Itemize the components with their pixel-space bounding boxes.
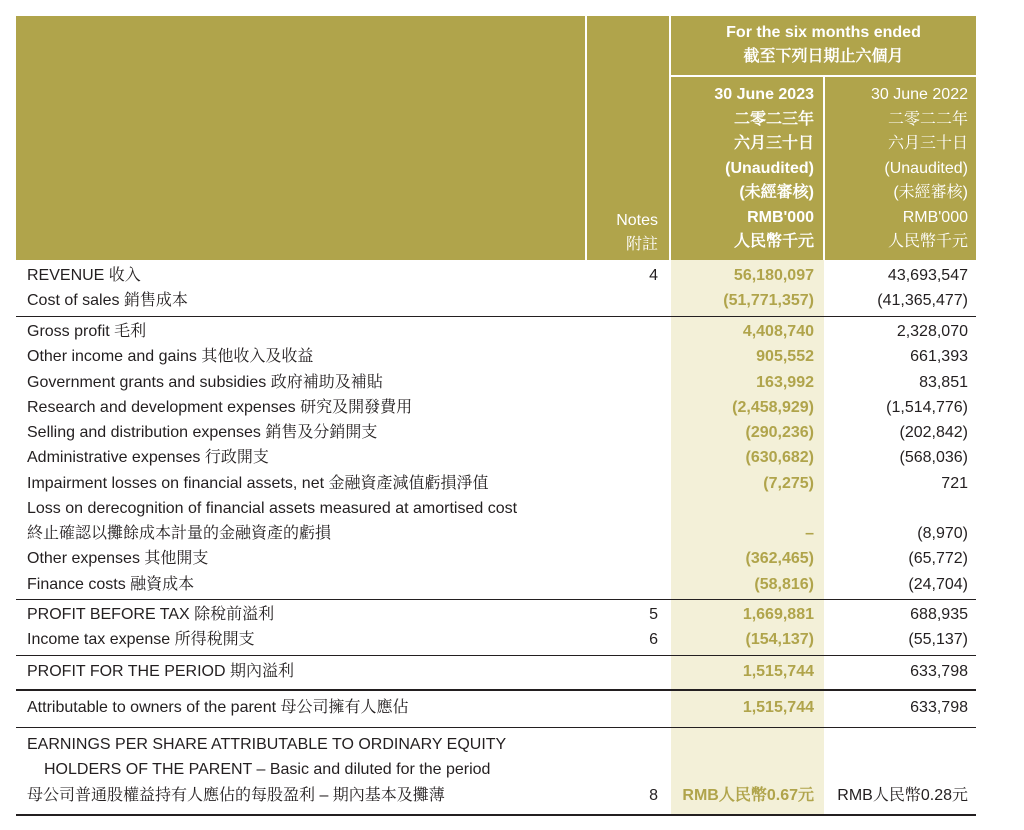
- row-label-revenue: REVENUE 收入: [27, 267, 141, 284]
- col2022-day-zh: 六月三十日: [887, 135, 968, 152]
- col2022-currency-zh: 人民幣千元: [887, 233, 968, 250]
- row-value-2022-other-income: 661,393: [910, 348, 968, 365]
- row-value-2022-revenue: 43,693,547: [887, 267, 968, 284]
- row-label-attributable: Attributable to owners of the parent 母公司擁有人應佔: [27, 699, 409, 716]
- row-value-2022-other-expenses: (65,772): [908, 550, 968, 567]
- rule-after-finance-costs: [16, 599, 976, 600]
- row-value-2022-selling-distribution: (202,842): [899, 424, 968, 441]
- col2022-currency: RMB'000: [902, 208, 968, 226]
- row-value-2022-profit-before-tax: 688,935: [910, 606, 968, 623]
- row-value-2022-government-grants: 83,851: [919, 374, 968, 391]
- row-value-2022-income-tax: (55,137): [908, 631, 968, 648]
- row-value-2023-gross-profit: 4,408,740: [742, 323, 814, 340]
- row-value-2022-attributable: 633,798: [910, 699, 968, 716]
- rule-after-profit-period: [16, 689, 976, 691]
- column-heading-2023: [671, 83, 814, 255]
- row-value-2022-cost-of-sales: (41,365,477): [877, 292, 968, 309]
- eps-label-line3: 母公司普通股權益持有人應佔的每股盈利 – 期內基本及攤薄: [27, 787, 445, 804]
- row-value-2022-research-development: (1,514,776): [886, 399, 968, 416]
- row-value-2023-derecognition: –: [805, 525, 814, 542]
- header-period-underline: [669, 75, 976, 77]
- row-value-2022-derecognition: (8,970): [917, 525, 968, 542]
- row-value-2022-impairment: 721: [941, 475, 968, 492]
- header-divider-notes: [585, 16, 587, 260]
- col2022-unaudited: (Unaudited): [884, 159, 968, 177]
- row-label-other-income: Other income and gains 其他收入及收益: [27, 348, 314, 365]
- header-divider-2022: [823, 76, 825, 260]
- col2023-unaudited-zh: (未經審核): [739, 184, 814, 201]
- col2023-year-zh: 二零二三年: [733, 110, 814, 128]
- col2023-day-zh: 六月三十日: [733, 135, 814, 152]
- row-label-cost-of-sales: Cost of sales 銷售成本: [27, 292, 188, 309]
- row-note-revenue: 4: [649, 267, 658, 284]
- row-label-derecognition-zh: 終止確認以攤餘成本計量的金融資產的虧損: [27, 525, 332, 542]
- row-label-gross-profit: Gross profit 毛利: [27, 323, 147, 340]
- notes-heading-en: Notes: [616, 212, 658, 229]
- eps-value-2023: RMB人民幣0.67元: [682, 787, 814, 804]
- row-value-2023-attributable: 1,515,744: [742, 699, 814, 716]
- col2023-currency: RMB'000: [747, 208, 814, 226]
- row-label-profit-before-tax: PROFIT BEFORE TAX 除稅前溢利: [27, 606, 275, 623]
- row-value-2023-finance-costs: (58,816): [754, 576, 814, 593]
- row-label-profit-period: PROFIT FOR THE PERIOD 期內溢利: [27, 663, 294, 680]
- col2023-currency-zh: 人民幣千元: [733, 233, 814, 250]
- row-label-selling-distribution: Selling and distribution expenses 銷售及分銷開支: [27, 424, 378, 441]
- row-value-2023-profit-before-tax: 1,669,881: [742, 606, 814, 623]
- row-value-2023-government-grants: 163,992: [756, 374, 814, 391]
- col2022-date: 30 June 2022: [871, 86, 968, 103]
- period-heading-zh: 截至下列日期止六個月: [743, 48, 904, 65]
- row-value-2023-income-tax: (154,137): [745, 631, 814, 648]
- col2023-date: 30 June 2023: [714, 86, 814, 103]
- rule-after-income-tax: [16, 655, 976, 656]
- row-value-2023-research-development: (2,458,929): [732, 399, 814, 416]
- row-label-administrative: Administrative expenses 行政開支: [27, 449, 269, 466]
- row-label-derecognition-en: Loss on derecognition of financial assets measured at amortised cost: [27, 500, 518, 517]
- row-value-2022-administrative: (568,036): [899, 449, 968, 466]
- row-value-2023-revenue: 56,180,097: [733, 267, 814, 284]
- eps-note: 8: [649, 787, 658, 804]
- column-heading-2022: [826, 83, 968, 255]
- row-label-research-development: Research and development expenses 研究及開發費用: [27, 399, 413, 416]
- row-note-income-tax: 6: [649, 631, 658, 648]
- row-value-2023-impairment: (7,275): [763, 475, 814, 492]
- row-note-profit-before-tax: 5: [649, 606, 658, 623]
- col2023-unaudited: (Unaudited): [725, 159, 814, 177]
- row-value-2022-profit-period: 633,798: [910, 663, 968, 680]
- col2022-unaudited-zh: (未經審核): [893, 184, 968, 201]
- row-value-2023-selling-distribution: (290,236): [745, 424, 814, 441]
- row-value-2023-profit-period: 1,515,744: [742, 663, 814, 680]
- row-label-finance-costs: Finance costs 融資成本: [27, 576, 195, 593]
- rule-after-cost-of-sales: [16, 316, 976, 317]
- eps-label-line2: HOLDERS OF THE PARENT – Basic and diluted for the period: [44, 761, 491, 778]
- row-label-impairment: Impairment losses on financial assets, net 金融資產減值虧損淨值: [27, 475, 489, 492]
- period-heading-en: For the six months ended: [726, 24, 921, 41]
- eps-label-line1: EARNINGS PER SHARE ATTRIBUTABLE TO ORDINARY EQUITY: [27, 736, 507, 753]
- notes-heading-zh: 附註: [625, 236, 658, 253]
- row-value-2023-administrative: (630,682): [745, 449, 814, 466]
- rule-after-attributable: [16, 727, 976, 728]
- row-value-2023-other-expenses: (362,465): [745, 550, 814, 567]
- row-value-2023-cost-of-sales: (51,771,357): [723, 292, 814, 309]
- eps-value-2022: RMB人民幣0.28元: [837, 787, 968, 804]
- row-value-2022-finance-costs: (24,704): [908, 576, 968, 593]
- row-value-2023-other-income: 905,552: [756, 348, 814, 365]
- row-label-government-grants: Government grants and subsidies 政府補助及補貼: [27, 374, 383, 391]
- col2022-year-zh: 二零二二年: [887, 110, 968, 128]
- row-value-2022-gross-profit: 2,328,070: [896, 323, 968, 340]
- row-label-income-tax: Income tax expense 所得稅開支: [27, 631, 255, 648]
- rule-bottom: [16, 814, 976, 816]
- row-label-other-expenses: Other expenses 其他開支: [27, 550, 209, 567]
